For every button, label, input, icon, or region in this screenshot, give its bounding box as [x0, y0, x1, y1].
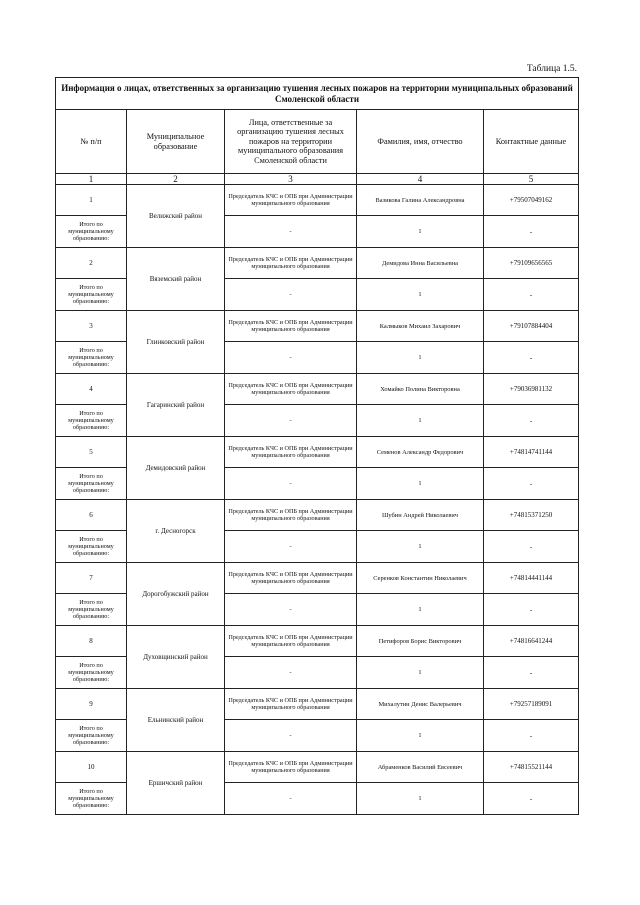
total-phone: - [484, 216, 579, 248]
total-role: - [225, 468, 357, 500]
table-caption: Таблица 1.5. [526, 64, 577, 74]
total-phone: - [484, 594, 579, 626]
municipality-name: Дорогобужский район [127, 563, 225, 626]
total-label: Итого по муниципальному образованию: [56, 783, 127, 815]
table-row [56, 248, 579, 279]
total-count: 1 [357, 405, 484, 437]
total-phone: - [484, 531, 579, 563]
table-row [56, 563, 579, 594]
row-number: 10 [56, 752, 127, 783]
total-role: - [225, 216, 357, 248]
responsible-role: Председатель КЧС и ОПБ при Администрации муниципального образования [225, 752, 357, 783]
total-phone: - [484, 783, 579, 815]
row-number: 6 [56, 500, 127, 531]
table-row [56, 689, 579, 720]
row-number: 8 [56, 626, 127, 657]
total-label: Итого по муниципальному образованию: [56, 405, 127, 437]
total-role: - [225, 531, 357, 563]
person-name: Семенов Александр Федорович [357, 437, 484, 468]
municipality-name: Демидовский район [127, 437, 225, 500]
total-label: Итого по муниципальному образованию: [56, 279, 127, 311]
person-name: Калмыков Михаил Захарович [357, 311, 484, 342]
total-label: Итого по муниципальному образованию: [56, 531, 127, 563]
column-number: 5 [484, 174, 579, 185]
responsible-role: Председатель КЧС и ОПБ при Администрации муниципального образования [225, 689, 357, 720]
total-role: - [225, 657, 357, 689]
total-phone: - [484, 342, 579, 374]
municipality-name: Велижский район [127, 185, 225, 248]
table-title-row [56, 78, 579, 110]
header-fio: Фамилия, имя, отчество [357, 110, 484, 174]
header-responsible: Лица, ответственные за организацию тушения лесных пожаров на территории муниципального образования Смоленской области [225, 110, 357, 174]
contact-phone: +74814441144 [484, 563, 579, 594]
table-row [56, 500, 579, 531]
header-contacts: Контактные данные [484, 110, 579, 174]
responsible-persons-table [55, 77, 579, 815]
person-name: Петифоров Борис Викторович [357, 626, 484, 657]
header-num: № п/п [56, 110, 127, 174]
person-name: Абраменков Василий Евсеевич [357, 752, 484, 783]
column-number: 1 [56, 174, 127, 185]
responsible-role: Председатель КЧС и ОПБ при Администрации муниципального образования [225, 248, 357, 279]
table-title: Информация о лицах, ответственных за организацию тушения лесных пожаров на территории муниципальных образований Смоленской области [56, 78, 579, 110]
table-row [56, 752, 579, 783]
header-municipality: Муниципальное образование [127, 110, 225, 174]
contact-phone: +74815371250 [484, 500, 579, 531]
row-number: 1 [56, 185, 127, 216]
responsible-role: Председатель КЧС и ОПБ при Администрации муниципального образования [225, 311, 357, 342]
responsible-role: Председатель КЧС и ОПБ при Администрации муниципального образования [225, 563, 357, 594]
municipality-name: Глинковский район [127, 311, 225, 374]
total-phone: - [484, 720, 579, 752]
total-label: Итого по муниципальному образованию: [56, 720, 127, 752]
municipality-name: Вяземский район [127, 248, 225, 311]
total-label: Итого по муниципальному образованию: [56, 468, 127, 500]
contact-phone: +74815521144 [484, 752, 579, 783]
total-label: Итого по муниципальному образованию: [56, 216, 127, 248]
contact-phone: +79257189091 [484, 689, 579, 720]
column-number: 2 [127, 174, 225, 185]
total-phone: - [484, 279, 579, 311]
contact-phone: +79036981132 [484, 374, 579, 405]
row-number: 7 [56, 563, 127, 594]
total-role: - [225, 594, 357, 626]
person-name: Шубин Андрей Николаевич [357, 500, 484, 531]
person-name: Серенков Константин Николаевич [357, 563, 484, 594]
total-role: - [225, 279, 357, 311]
contact-phone: +74816641244 [484, 626, 579, 657]
total-role: - [225, 405, 357, 437]
total-count: 1 [357, 594, 484, 626]
person-name: Вазикова Галина Александровна [357, 185, 484, 216]
total-count: 1 [357, 657, 484, 689]
total-role: - [225, 720, 357, 752]
total-count: 1 [357, 216, 484, 248]
total-role: - [225, 783, 357, 815]
total-count: 1 [357, 342, 484, 374]
total-count: 1 [357, 720, 484, 752]
responsible-role: Председатель КЧС и ОПБ при Администрации муниципального образования [225, 437, 357, 468]
contact-phone: +74814741144 [484, 437, 579, 468]
total-phone: - [484, 657, 579, 689]
responsible-role: Председатель КЧС и ОПБ при Администрации муниципального образования [225, 500, 357, 531]
total-phone: - [484, 405, 579, 437]
municipality-name: Ершичский район [127, 752, 225, 815]
contact-phone: +79107884404 [484, 311, 579, 342]
total-count: 1 [357, 783, 484, 815]
table-row [56, 437, 579, 468]
table-row [56, 185, 579, 216]
municipality-name: г. Десногорск [127, 500, 225, 563]
responsible-role: Председатель КЧС и ОПБ при Администрации муниципального образования [225, 185, 357, 216]
table-row [56, 374, 579, 405]
contact-phone: +79109656565 [484, 248, 579, 279]
total-phone: - [484, 468, 579, 500]
row-number: 2 [56, 248, 127, 279]
person-name: Михалутин Денис Валерьевич [357, 689, 484, 720]
column-number: 3 [225, 174, 357, 185]
total-count: 1 [357, 279, 484, 311]
total-count: 1 [357, 531, 484, 563]
header-row [56, 110, 579, 174]
total-role: - [225, 342, 357, 374]
total-label: Итого по муниципальному образованию: [56, 657, 127, 689]
row-number: 5 [56, 437, 127, 468]
row-number: 4 [56, 374, 127, 405]
total-count: 1 [357, 468, 484, 500]
row-number: 9 [56, 689, 127, 720]
total-label: Итого по муниципальному образованию: [56, 342, 127, 374]
municipality-name: Гагаринский район [127, 374, 225, 437]
table-row [56, 311, 579, 342]
contact-phone: +79507049162 [484, 185, 579, 216]
column-number: 4 [357, 174, 484, 185]
person-name: Демидова Инна Васильевна [357, 248, 484, 279]
person-name: Хомайко Полина Викторовна [357, 374, 484, 405]
responsible-role: Председатель КЧС и ОПБ при Администрации муниципального образования [225, 374, 357, 405]
table-row [56, 626, 579, 657]
municipality-name: Ельнинский район [127, 689, 225, 752]
responsible-role: Председатель КЧС и ОПБ при Администрации муниципального образования [225, 626, 357, 657]
total-label: Итого по муниципальному образованию: [56, 594, 127, 626]
row-number: 3 [56, 311, 127, 342]
column-numbers-row [56, 174, 579, 185]
municipality-name: Духовщинский район [127, 626, 225, 689]
